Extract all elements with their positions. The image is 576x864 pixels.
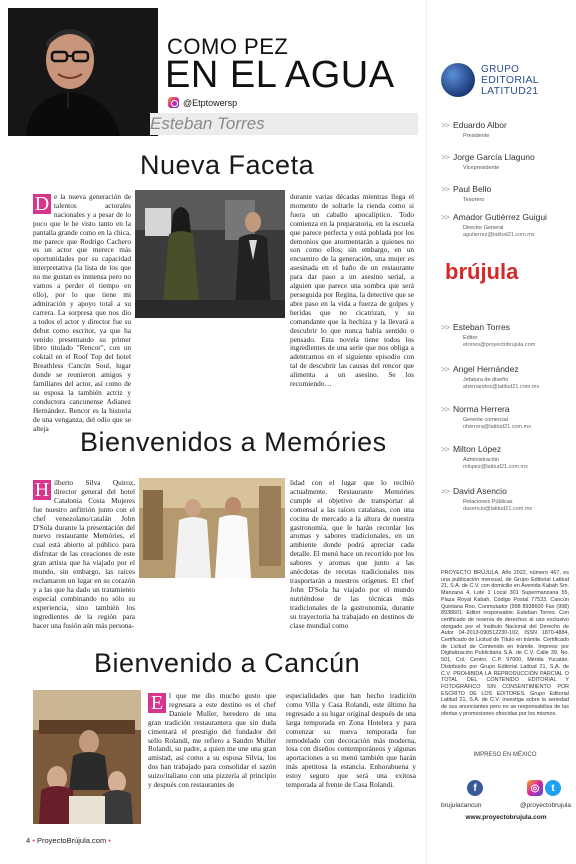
staff-role: Relaciones Públicas [463, 499, 513, 505]
logo-line3: LATITUD21 [481, 84, 539, 97]
publisher-logo-text [481, 64, 539, 97]
column-title-line1: COMO PEZ [167, 34, 289, 59]
article2-col1 [33, 479, 135, 630]
staff-entry [441, 364, 571, 390]
staff-entry [441, 322, 571, 348]
page-number: 4 [26, 836, 31, 845]
staff-email[interactable]: mlopez@latitud21.com.mx [463, 464, 528, 470]
staff-email[interactable]: etorres@proyectobrujula.com [463, 342, 536, 348]
legal-notice: PROYECTO BRÚJULA, Año 2022, número 467, es una publicación mensual, de Grupo Editorial Latitud 21, S.A. de C.V. con domicilio en Avenida Kabah Sm. Manzana 4, Lote 1 Local 301 Supermanzana 55, Plaza Royal Kabah, Código Postal 77533, Cancún Quintana Roo, Conmutador (998 8938600 Fax (998) 8938601. Editor responsable, Esteban Torres. Con certificado de reserva de derechos al uso exclusivo otorgado por el Instituto Nacional del Derecho de Autor 04-2013-090512230-102, ISSN 1870-4884, Certificado de Licitud de Título en trámite. Certificado de Licitud de Contenido en trámite. Impreso por Digitalización Publicitaria S.A. de C.V. Calle 39, No. 501, Col. Centro, C.P. 97000, Mérida Yucatán. Distribuido por Grupo Editorial Latitud 21, S.A. de C.V. PROHIBIDA LA REPRODUCCIÓN PARCIAL O TOTAL DEL CONTENIDO EDITORIAL Y FOTOGRÁFICO SIN CONSENTIMIENTO POR ESCRITO DE LOS EDITORES. Grupo Editorial Latitud 21, S.A. de C.V. Investiga sobre la seriedad de sus anunciantes pero no se responsabiliza de las ofertas y promociones ofrecidas por los mismos. [441, 570, 569, 717]
staff-name: Jorge García Llaguno [452, 152, 535, 162]
staff-name: Esteban Torres [452, 322, 510, 332]
social-handles [441, 802, 571, 809]
staff-role: Tesorero [463, 197, 485, 203]
staff-name: Amador Gutiérrez Guigui [452, 212, 547, 222]
article2-col2 [290, 479, 414, 630]
author-photo [8, 8, 158, 136]
article3-col1-text: l que me dio mucho gusto que regresara a este destino es el chef Daniele Muller, heredero de una gran tradición restaurantera que sin duda cimentará el prestigio del fundador del sello Rolandi, me refiero a Sandro Muller Rolandi, su padre, a quien me une una gran amistad, así como a su esposa Silvia, los dos han trabajado para consolidar el sazón suizo/italiano con una pizzería al principio y después con restaurantes de [148, 691, 276, 790]
article2-title: Bienvenidos a Memóries [80, 427, 387, 457]
page-footer [26, 836, 111, 845]
staff-email[interactable]: nherrera@latitud21.com.mx [463, 424, 531, 430]
staff-name: Paul Bello [452, 184, 492, 194]
brujula-logo [441, 258, 559, 284]
staff-role: Presidente [463, 133, 490, 139]
staff-role: Administración [463, 457, 500, 463]
article1-dropcap: D [34, 193, 50, 215]
article3-title: Bienvenido a Cancún [94, 648, 361, 678]
article3-col2 [286, 692, 416, 790]
article3-dropcap: E [148, 693, 166, 713]
arrow-icon: >> [441, 152, 449, 162]
staff-entry [441, 444, 571, 470]
article3-col1 [148, 692, 276, 790]
arrow-icon: >> [441, 486, 449, 496]
footer-brand: ProyectoBrújula.com [37, 836, 107, 845]
brujula-wordmark: brújula [445, 259, 519, 284]
column-header [0, 0, 420, 140]
staff-role: Vicepresidente [463, 165, 500, 171]
article2-dropcap: H [34, 479, 50, 501]
article3-col2-text: especialidades que han hecho tradición como Villa y Casa Rolandi, este último ha regresado a su lugar original después de una larga temporada en Zona Hotelera y para comenzar su nueva temporada fue remodelado con decoración más moderna, losa con diseños contemporáneos y algunas aportaciones a su menú también que harán más apetitosa la estancia. Enhorabuena y estoy seguro que será una exitosa temporada al frente de Casa Rolandi. [286, 691, 416, 790]
arrow-icon: >> [441, 322, 449, 332]
instagram-icon[interactable]: ◎ [527, 780, 543, 796]
arrow-icon: >> [441, 404, 449, 414]
arrow-icon: >> [441, 120, 449, 130]
footer-dot-icon: • [108, 836, 111, 845]
staff-role: Gerente comercial [463, 417, 508, 423]
staff-entry [441, 404, 571, 430]
staff-name: David Asencio [452, 486, 507, 496]
arrow-icon: >> [441, 444, 449, 454]
instagram-handle-sidebar[interactable]: @proyectobrujula [519, 802, 571, 809]
instagram-icon [168, 97, 179, 108]
arrow-icon: >> [441, 184, 449, 194]
staff-email[interactable]: dasencio@latitud21.com.mx [463, 506, 533, 512]
printed-in: IMPRESO EN MÉXICO [473, 752, 537, 758]
facebook-handle[interactable]: brujulacancun [441, 802, 482, 809]
article1-col2 [290, 193, 414, 389]
author-name: Esteban Torres [150, 113, 418, 135]
staff-role: Director General [463, 225, 504, 231]
article3-photo [33, 690, 141, 824]
staff-name: Eduardo Albor [452, 120, 507, 130]
article1-photo [135, 190, 285, 318]
staff-name: Milton López [452, 444, 502, 454]
staff-entry [441, 120, 571, 139]
logo-line1: GRUPO [481, 63, 520, 75]
staff-entry [441, 212, 571, 238]
facebook-icon[interactable]: f [467, 780, 483, 796]
logo-line2: EDITORIAL [481, 73, 539, 86]
instagram-handle [168, 97, 237, 108]
staff-role: Jefatura de diseño [463, 377, 509, 383]
column-title-line2: EN EL AGUA [165, 54, 395, 96]
masthead-sidebar [426, 0, 576, 864]
staff-email[interactable]: ahernandez@latitud21.com.mx [463, 384, 540, 390]
social-icons [467, 780, 561, 796]
publisher-logo [441, 60, 571, 100]
staff-entry [441, 152, 571, 171]
arrow-icon: >> [441, 212, 449, 222]
article1-col1 [33, 193, 131, 433]
globe-icon [441, 63, 475, 97]
staff-name: Norma Herrera [452, 404, 510, 414]
article1-col1-text: e la nueva generación de talentos actorales nacionales y a pesar de lo poco que le he visto tanto en la pantalla grande como en la chica, me parece que Rodrigo Cachero es un actor que merece más oportunidades por su capacidad interpretativa (la lista de los que no me gustan es inmensa pero no vamos a perder el tiempo en ello), por lo que tiene mi admiración y apoyo total a su carrera. La sorpresa que nos dio a todos el actor y director fue su debut como escritor, ya que ha venido presentando su primer libro titulado "Rencor", con un coktail en el Roof Top del hotel Breathless Cancún Soul, lugar donde se reunieron amigos y familiares del actor, así como de su esposa la también actriz y conductora cancunense Adianez Hernández. Rencor es la historia de una venganza, del odio que se alteja [33, 192, 131, 433]
twitter-icon[interactable]: t [545, 780, 561, 796]
instagram-handle-text: @Etptowersp [183, 97, 238, 108]
staff-entry [441, 486, 571, 512]
footer-dot-icon: • [32, 836, 35, 845]
arrow-icon: >> [441, 364, 449, 374]
staff-role: Editor [463, 335, 478, 341]
article2-photo [139, 478, 285, 578]
staff-entry [441, 184, 571, 203]
staff-email[interactable]: agutierrez@latitud21.com.mx [463, 232, 535, 238]
article1-title: Nueva Faceta [140, 150, 315, 180]
website-link[interactable]: www.proyectobrujula.com [465, 814, 547, 821]
staff-name: Angel Hernández [452, 364, 519, 374]
article1-col2-text: durante varias décadas mientras llega el momento de soltarle la rienda como si fuera un caballo apocalíptico. Todo comienza en la preparatoria, en la escuela que parece perfecta y está poblada por los demonios que atormentarán a quienes no son como ellos; sin embargo, en un encuentro de la generación, una mujer es asesinada en el baño de un restaurante para dar paso a un asesino serial, a alguien que parece una sombra que será perseguida por Regina, la detective que se abre paso en la vida a fuerza de golpes y heridas que no cicatrizan, y su comandante que la hechiza y la llevará a descubrir lo que nunca había sentido o pensado. Esta novela tiene todos los ingredientes de una serie que nos obliga a adentrarnos en el siguiente episodio con tal de descubrir las causas del rencor que alimenta a un asesino. Se los recomiendo… [290, 192, 414, 389]
article2-col1-text: ilberto Silva Quiroz, director general del hotel Catalonia Costa Mujeres fue nuestro anfitrión junto con el chef venezolano/catalán John D'Sola durante la presentación del nuevo restaurante Memóries, el cual está abierto al público para disfrutar de las creaciones de este gran artista que ha viajado por el mundo, sin embargo, las raíces reclamaron un lugar en su corazón y a las que ha dado un tratamiento especial combinando no sólo su experiencia, sino también los ingredientes de la región para hacer una fusión aún más persona- [33, 478, 135, 630]
article2-col2-text: lidad con el lugar que lo recibió actualmente. Restaurante Memóries cumple el objetivo de transportar al comensal a las raíces catalanas, con una cocina de mercado a la altura de nuestra gastronomía, que le harán recordar los aromas y sabores tradicionales, en un ambiente donde podrá apreciar cada detalle. El menú hace un recorrido por los sabores y aromas que junto a las anécdotas de recetas tradicionales nos trasportarán a nuestros orígenes. El chef John D'Sola ha viajado por el mundo nutriéndose de las técnicas más tradicionales de la gastronomía, durante su trayectoria ha trabajado en destinos de clase mundial como [290, 478, 414, 630]
